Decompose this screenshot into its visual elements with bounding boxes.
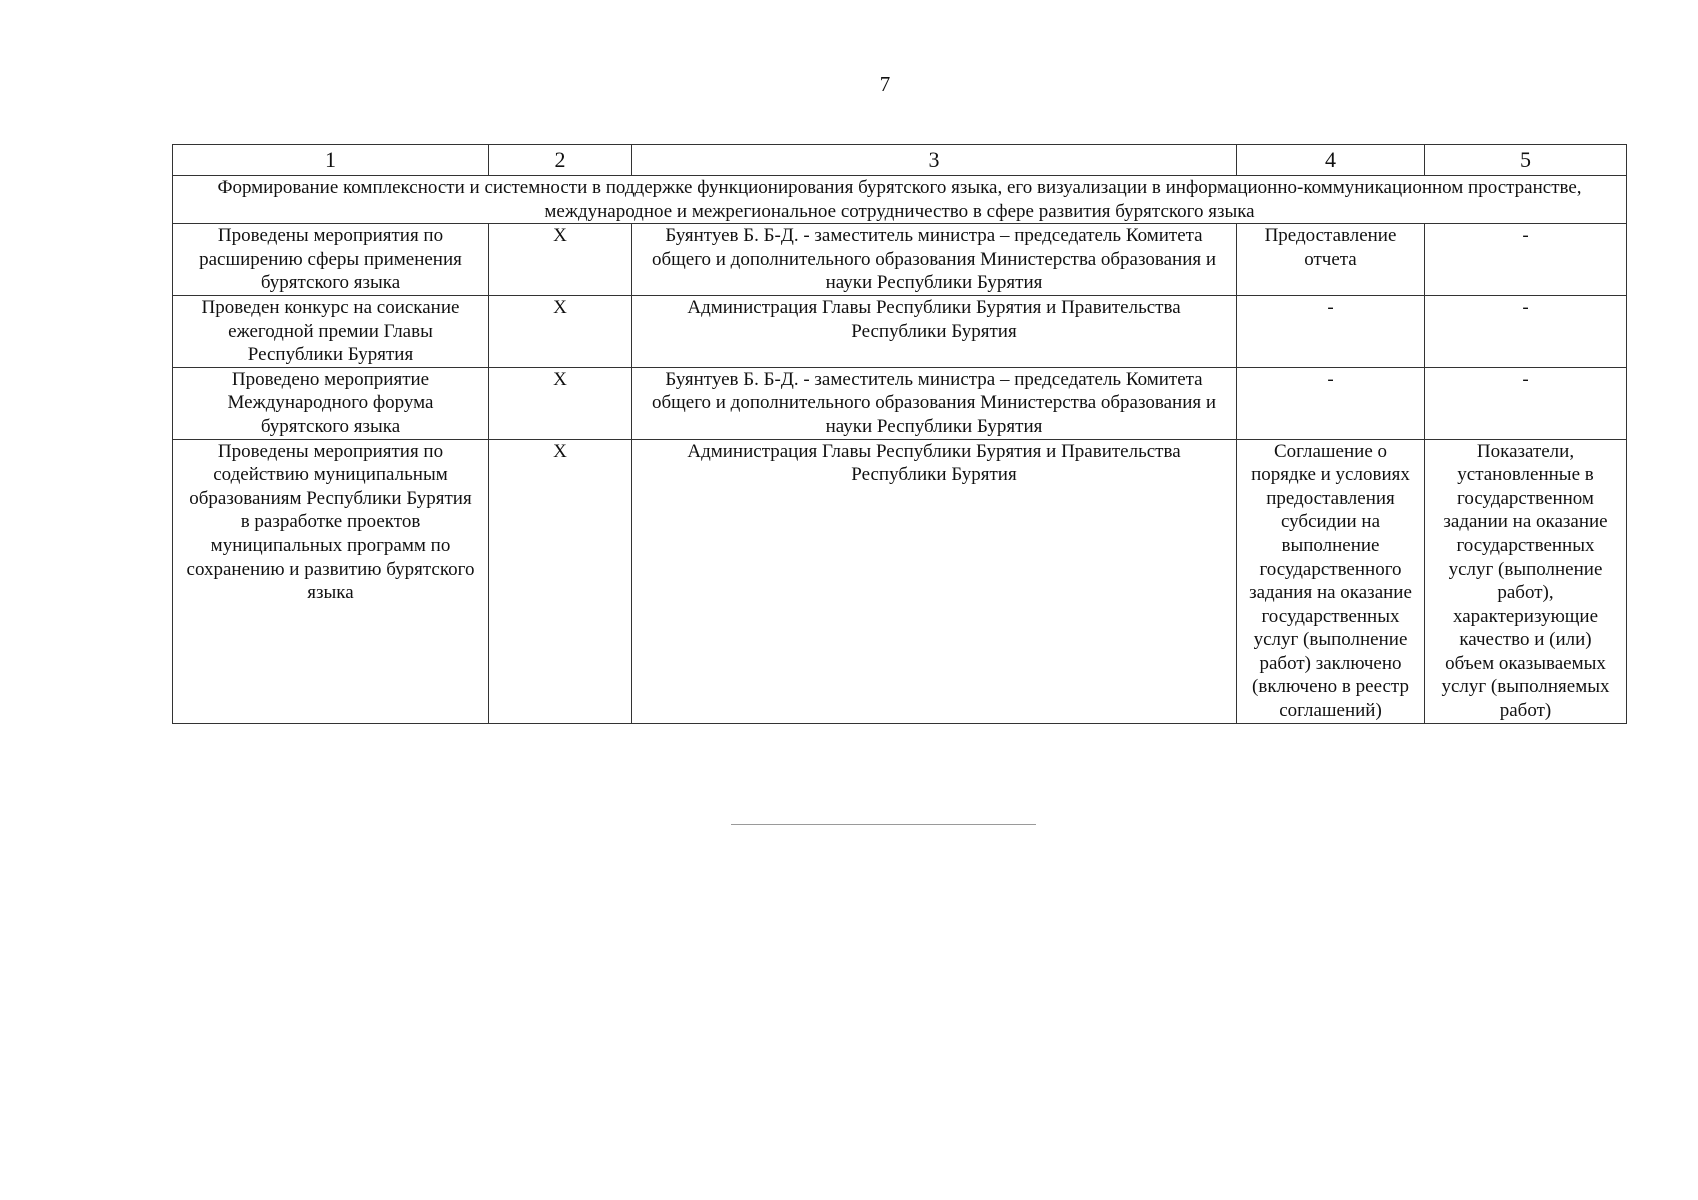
responsible-cell: Буянтуев Б. Б-Д. - заместитель министра – председатель Комитета общего и дополнительного образования Министерства образования и науки Республики Бурятия [632,367,1237,439]
document-cell: Предоставление отчета [1237,224,1425,296]
document-cell: Соглашение о порядке и условиях предоставления субсидии на выполнение государственного задания на оказание государственных услуг (выполнение работ) заключено (включено в реестр соглашений) [1237,439,1425,723]
page-number: 7 [879,72,891,96]
responsible-cell: Администрация Главы Республики Бурятия и Правительства Республики Бурятия [632,295,1237,367]
indicator-cell: - [1425,295,1627,367]
indicator-cell: - [1425,367,1627,439]
responsible-cell: Буянтуев Б. Б-Д. - заместитель министра – председатель Комитета общего и дополнительного образования Министерства образования и науки Республики Бурятия [632,224,1237,296]
result-cell: Проведены мероприятия по расширению сферы применения бурятского языка [173,224,489,296]
result-cell: Проведено мероприятие Международного форума бурятского языка [173,367,489,439]
column-header: 5 [1425,145,1627,176]
responsible-cell: Администрация Главы Республики Бурятия и Правительства Республики Бурятия [632,439,1237,723]
indicator-cell: - [1425,224,1627,296]
result-cell: Проведены мероприятия по содействию муниципальным образованиям Республики Бурятия в разработке проектов муниципальных программ по сохранению и развитию бурятского языка [173,439,489,723]
footer-divider [731,824,1036,825]
mark-cell: Х [489,439,632,723]
plan-table [172,144,1627,724]
section-title: Формирование комплексности и системности в поддержке функционирования бурятского языка, его визуализации в информационно-коммуникационном пространстве, международное и межрегиональное сотрудничество в сфере развития бурятского языка [173,176,1627,224]
document-cell: - [1237,295,1425,367]
mark-cell: Х [489,367,632,439]
table-header-row [173,145,1627,176]
mark-cell: Х [489,224,632,296]
table-row [173,295,1627,367]
table-row [173,224,1627,296]
column-header: 2 [489,145,632,176]
column-header: 1 [173,145,489,176]
column-header: 4 [1237,145,1425,176]
indicator-cell: Показатели, установленные в государственном задании на оказание государственных услуг (выполнение работ), характеризующие качество и (или) объем оказываемых услуг (выполняемых работ) [1425,439,1627,723]
result-cell: Проведен конкурс на соискание ежегодной премии Главы Республики Бурятия [173,295,489,367]
column-header: 3 [632,145,1237,176]
table-row [173,439,1627,723]
section-row [173,176,1627,224]
table-row [173,367,1627,439]
mark-cell: Х [489,295,632,367]
document-cell: - [1237,367,1425,439]
